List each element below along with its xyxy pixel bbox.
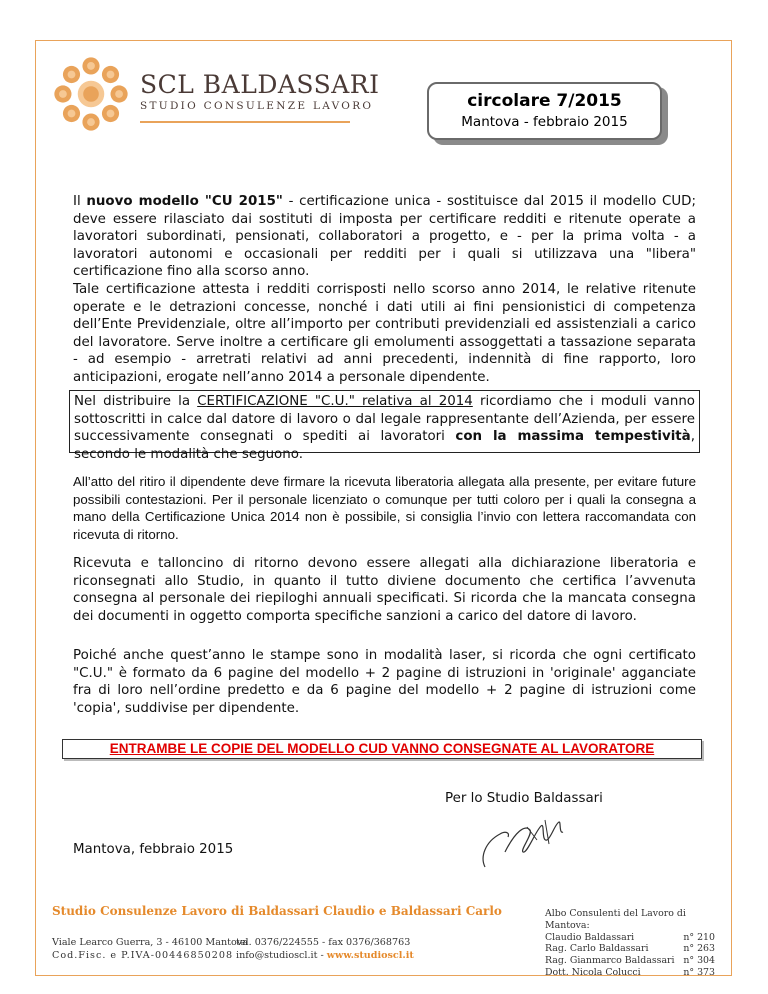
albo-number: n° 304: [683, 955, 715, 967]
intro-paragraph-1: [73, 193, 696, 281]
albo-name: Dott. Nicola Colucci: [545, 966, 641, 978]
paragraph-withdrawal: All’atto del ritiro il dipendente deve firmare la ricevuta liberatoria allegata alla presente, per evitare future possibili contestazioni. Per il personale licenziato o comunque per tutti coloro per i quali la consegna a mano della Certificazione Unica 2014 non è possibile, si consiglia l’invio con lettera raccomandata con ricevuta di ritorno.: [73, 474, 696, 542]
footer-tax-code: Cod.Fisc. e P.IVA-00446850208: [52, 949, 234, 961]
notice-mid: ricordiamo che i moduli vanno sottoscritti in calce dal datore di lavoro o dal legale rappresentante dell’Azienda, per essere successivamente consegnati o spediti ai lavoratori: [74, 394, 696, 445]
place-date: Mantova, febbraio 2015: [73, 842, 234, 857]
albo-list: [545, 908, 715, 979]
circular-title: circolare 7/2015: [467, 91, 622, 111]
paragraph-print: Poiché anche quest’anno le stampe sono in modalità laser, si ricorda che ogni certificato "C.U." è formato da 6 pagine del modello + 2 pagine di istruzioni in 'originale' agganciate fra di loro nell’ordine predetto e da 6 pagine del modello + 2 pagine di istruzioni come 'copia', suddivise per dipendente.: [73, 648, 696, 716]
intro-lead: Il: [73, 194, 87, 209]
albo-row: [545, 955, 715, 967]
albo-row: [545, 967, 715, 979]
signature-icon: [475, 812, 575, 872]
warning-banner: ENTRAMBE LE COPIE DEL MODELLO CUD VANNO CONSEGNATE AL LAVORATORE: [62, 739, 702, 759]
albo-row: [545, 943, 715, 955]
albo-name: Claudio Baldassari: [545, 931, 635, 943]
intro-section: [73, 193, 696, 387]
albo-name: Rag. Carlo Baldassari: [545, 943, 649, 955]
circular-box: [427, 82, 662, 140]
sun-flower-logo-icon: [52, 55, 130, 133]
brand-name: SCL BALDASSARI: [140, 70, 380, 99]
model-name: nuovo modello "CU 2015": [86, 194, 283, 209]
albo-name: Rag. Gianmarco Baldassari: [545, 955, 675, 967]
notice-post: , secondo le modalità che seguono.: [74, 429, 695, 462]
intro-paragraph-2: Tale certificazione attesta i redditi corrisposti nello scorso anno 2014, le relative ritenute operate e le detrazioni concesse, nonché i dati utili ai fini pensionistici di competenza dell’Ente Previdenziale, oltre all’importo per contributi previdenziali ed assistenziali a carico del lavoratore. Serve inoltre a certificare gli emolumenti assoggettati a tassazione separata - ad esempio - arretrati relativi ad anni precedenti, indennità di fine rapporto, loro anticipazioni, erogate nell’anno 2014 a personale dipendente.: [73, 281, 696, 385]
footer-website-link[interactable]: www.studioscl.it: [326, 949, 414, 961]
paragraph-receipt: Ricevuta e talloncino di ritorno devono essere allegati alla dichiarazione liberatoria e riconsegnati allo Studio, in quanto il tutto diviene documento che certifica l’avvenuta consegna al personale dei riepiloghi annuali specificati. Si ricorda che la mancata consegna dei documenti in oggetto comporta specifiche sanzioni a carico del datore di lavoro.: [73, 556, 696, 624]
notice-pre: Nel distribuire la: [74, 394, 198, 409]
circular-subtitle: Mantova - febbraio 2015: [461, 114, 628, 130]
footer-phone: tel. 0376/224555 - fax 0376/368763: [236, 937, 411, 948]
notice-box: [69, 390, 700, 462]
albo-number: n° 210: [683, 931, 715, 943]
footer-address: [52, 937, 248, 962]
footer-contacts: [236, 937, 414, 962]
footer-email-web: [236, 950, 414, 963]
albo-title: Albo Consulenti del Lavoro di Mantova:: [545, 908, 686, 931]
footer-email: info@studioscl.it -: [236, 949, 327, 961]
footer-title: Studio Consulenze Lavoro di Baldassari Claudio e Baldassari Carlo: [52, 904, 502, 918]
albo-number: n° 263: [683, 943, 715, 955]
footer-address-line: Viale Learco Guerra, 3 - 46100 Mantova: [52, 937, 248, 948]
albo-row: [545, 932, 715, 944]
brand: [140, 72, 380, 112]
certification-link: CERTIFICAZIONE "C.U." relativa al 2014: [197, 394, 473, 409]
signature-label: Per lo Studio Baldassari: [445, 791, 603, 806]
notice-bold: con la massima tempestività: [455, 429, 691, 445]
albo-number: n° 373: [683, 966, 715, 978]
brand-divider: [140, 121, 350, 123]
intro-text-1: - certificazione unica - sostituisce dal 2015 il modello CUD; deve essere rilasciato dai sostituti di imposta per certificare redditi e ritenute operate a lavoratori subordinati, pensionati, collaboratori a progetto, e - per la prima volta - a lavoratori autonomi e occasionali per redditi per i quali si utilizzava una "libera" certificazione fino alla scorso anno.: [73, 194, 696, 280]
brand-subtitle: STUDIO CONSULENZE LAVORO: [140, 100, 374, 112]
